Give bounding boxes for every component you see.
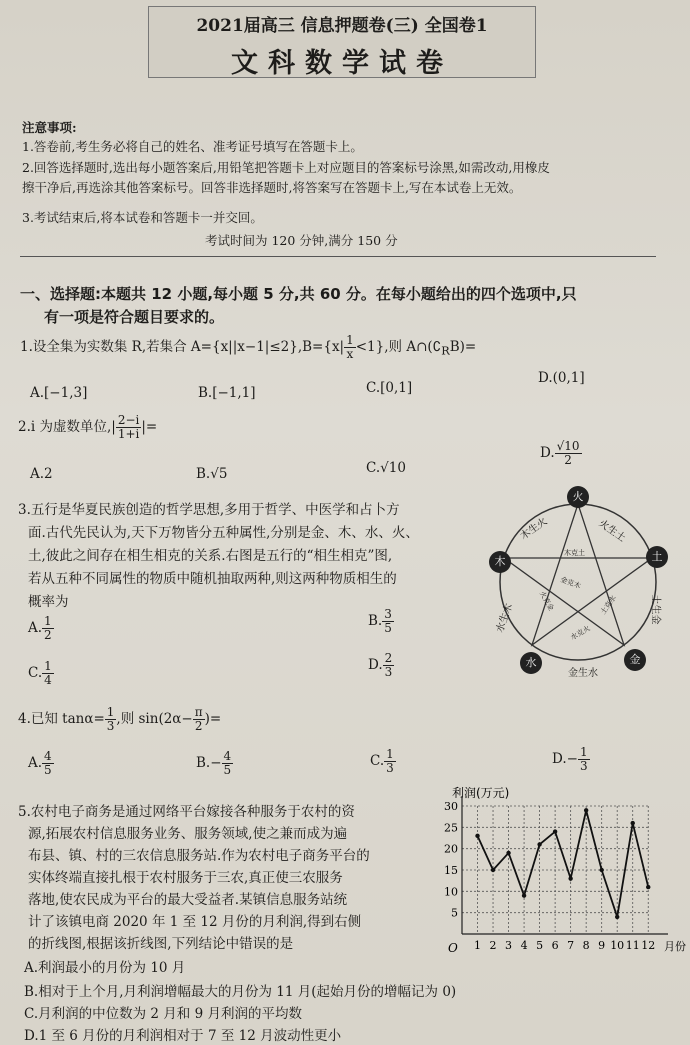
q3-option-c: C. $\frac{1}{4}$ — [28, 659, 52, 687]
q5-line: 实体终端直接扎根于农村服务于三农,真正使三农服务 — [28, 870, 343, 886]
q3-line: 若从五种不同属性的物质中随机抽取两种,则这两种物质相生的 — [28, 571, 397, 587]
chart-xtick-label: 8 — [582, 939, 590, 952]
q5-option-c: C.月利润的中位数为 2 月和 9 月利润的平均数 — [24, 1006, 302, 1022]
q3-line: 概率为 — [28, 594, 69, 610]
profit-line-chart — [440, 784, 688, 962]
q4-option-c: C. $\frac{1}{3}$ — [370, 747, 394, 775]
notice-item: 1.答卷前,考生务必将自己的姓名、准考证号填写在答题卡上。 — [22, 139, 363, 154]
chart-xtick-label: 7 — [567, 939, 575, 952]
wuxing-diagram — [480, 482, 686, 682]
section-heading-cont: 有一项是符合题目要求的。 — [44, 308, 225, 326]
element-earth: 土 — [646, 546, 668, 568]
q3-line: 土,彼此之间存在相生相克的关系.右图是五行的“相生相克”图, — [28, 548, 393, 564]
title-box — [148, 6, 536, 78]
notice-item: 2.回答选择题时,选出每小题答案后,用铅笔把答题卡上对应题目的答案标号涂黑,如需改动,用橡皮 — [22, 160, 550, 175]
q4-option-d: D.− $\frac{1}{3}$ — [552, 745, 588, 773]
chart-ytick-label: 5 — [451, 906, 458, 920]
q1-fraction: $\frac{1}{x}$ — [346, 333, 354, 361]
star-label: 金克木 — [559, 575, 582, 591]
q5-line: 计了该镇电商 2020 年 1 至 12 月份的月利润,得到右侧 — [28, 914, 362, 930]
chart-point — [475, 834, 479, 838]
star-label: 火克金 — [537, 589, 556, 613]
element-fire: 火 — [567, 486, 589, 508]
chart-xlabel: 月份 — [664, 940, 686, 953]
chart-xtick-label: 4 — [520, 939, 528, 952]
chart-xtick-label: 11 — [625, 939, 640, 952]
chart-xtick-label: 3 — [505, 939, 513, 952]
chart-xtick-label: 1 — [474, 939, 482, 952]
q3-option-b: B. $\frac{3}{5}$ — [368, 607, 392, 635]
chart-ytick-label: 25 — [444, 821, 458, 835]
q1-stem-part: 1.设全集为实数集 R,若集合 A={x||x−1|≤2},B={x| — [20, 339, 345, 355]
chart-ytick-label: 10 — [444, 885, 458, 899]
q1-stem-part: <1},则 A∩(∁ — [355, 339, 442, 355]
q2-option-a: A.2 — [30, 466, 53, 482]
chart-point — [584, 808, 588, 812]
q2-fraction: $\frac{2-i}{1+i}$ — [117, 413, 140, 441]
element-wood: 木 — [489, 551, 511, 573]
q3-line: 面.古代先民认为,天下万物皆分五种属性,分别是金、木、水、火、 — [28, 525, 419, 541]
star-label: 水克火 — [569, 624, 592, 642]
q1-subscript: R — [441, 344, 450, 358]
q1-stem-part: B)= — [449, 339, 477, 355]
q5-option-b: B.相对于上个月,月利润增幅最大的月份为 11 月(起始月份的增幅记为 0) — [24, 984, 457, 1000]
q1-option-d: D.(0,1] — [538, 370, 585, 386]
q3-option-a: A. $\frac{1}{2}$ — [28, 614, 52, 642]
notice-title: 注意事项: — [22, 120, 77, 135]
q3-option-d: D. $\frac{2}{3}$ — [368, 651, 393, 679]
q1-option-a: A.[−1,3] — [30, 385, 88, 401]
chart-point — [553, 829, 557, 833]
star-label: 木克土 — [564, 549, 585, 557]
q2-option-d: D. $\frac{√10}{2}$ — [540, 439, 580, 467]
q4-option-b: B.− $\frac{4}{5}$ — [196, 749, 232, 777]
chart-xtick-label: 6 — [551, 939, 559, 952]
chart-xtick-label: 2 — [489, 939, 497, 952]
element-water: 水 — [520, 652, 542, 674]
chart-xtick-label: 10 — [610, 939, 625, 952]
chart-xtick-label: 9 — [598, 939, 606, 952]
element-metal: 金 — [624, 649, 646, 671]
star-label: 土克水 — [599, 594, 618, 616]
chart-point — [522, 893, 526, 897]
q5-line: 布县、镇、村的三农信息服务站.作为农村电子商务平台的 — [28, 848, 370, 864]
q1-option-b: B.[−1,1] — [198, 385, 256, 401]
chart-ylabel: 利润(万元) — [452, 786, 510, 800]
arc-label: 土生金 — [649, 594, 661, 625]
question-4-stem: 4.已知 tanα= $\frac{1}{3}$ ,则 sin(2α− $\frac{\pi}{2}$ )= — [18, 705, 222, 733]
divider — [20, 256, 656, 257]
exam-title: 文科数学试卷 — [231, 48, 453, 79]
question-1-stem — [20, 334, 476, 361]
q1-option-c: C.[0,1] — [366, 380, 413, 396]
q2-stem-part: 2.i 为虚数单位,| — [18, 419, 116, 435]
notice-item: 3.考试结束后,将本试卷和答题卡一并交回。 — [22, 210, 263, 225]
arc-label: 火生土 — [596, 518, 628, 545]
chart-ytick-label: 30 — [444, 800, 458, 813]
chart-point — [491, 868, 495, 872]
notice-item: 擦干净后,再选涂其他答案标号。回答非选择题时,将答案写在答题卡上,写在本试卷上无效。 — [22, 180, 522, 195]
chart-point — [646, 885, 650, 889]
q5-line: 5.农村电子商务是通过网络平台嫁接各种服务于农村的资 — [18, 804, 355, 820]
q5-line: 落地,使农民成为平台的最大受益者.某镇信息服务站统 — [28, 892, 348, 908]
q2-stem-part: |= — [141, 419, 158, 435]
q2-option-b: B.√5 — [196, 466, 228, 482]
chart-plot-layer — [444, 796, 668, 952]
q3-line: 3.五行是华夏民族创造的哲学思想,多用于哲学、中医学和占卜方 — [18, 502, 400, 518]
exam-time: 考试时间为 120 分钟,满分 150 分 — [205, 233, 398, 248]
chart-point — [537, 842, 541, 846]
arc-label: 金生水 — [568, 668, 598, 679]
chart-ytick-label: 20 — [444, 842, 458, 856]
chart-point — [568, 876, 572, 880]
q5-option-d: D.1 至 6 月份的月利润相对于 7 至 12 月波动性更小 — [24, 1028, 342, 1044]
chart-ytick-label: 15 — [444, 864, 458, 877]
q2-option-c: C.√10 — [366, 460, 406, 476]
chart-xtick-label: 5 — [536, 939, 544, 952]
question-2-stem — [18, 414, 157, 441]
chart-point — [506, 851, 510, 855]
chart-point — [615, 915, 619, 919]
section-heading: 一、选择题:本题共 12 小题,每小题 5 分,共 60 分。在每小题给出的四个选项中,只 — [20, 285, 577, 303]
exam-subtitle: 2021届高三 信息押题卷(三) 全国卷1 — [196, 16, 488, 36]
chart-origin: O — [448, 941, 458, 955]
arc-label: 木生火 — [518, 516, 550, 543]
chart-series-line — [478, 810, 649, 917]
chart-point — [599, 868, 603, 872]
q5-option-a: A.利润最小的月份为 10 月 — [24, 960, 186, 976]
q5-line: 源,拓展农村信息服务业务、服务领域,使之兼而成为遍 — [28, 826, 348, 842]
q4-option-a: A. $\frac{4}{5}$ — [28, 749, 52, 777]
q5-line: 的折线图,根据该折线图,下列结论中错误的是 — [28, 936, 294, 952]
chart-point — [631, 821, 635, 825]
chart-xtick-label: 12 — [641, 939, 656, 952]
arc-label: 水生木 — [494, 602, 516, 635]
